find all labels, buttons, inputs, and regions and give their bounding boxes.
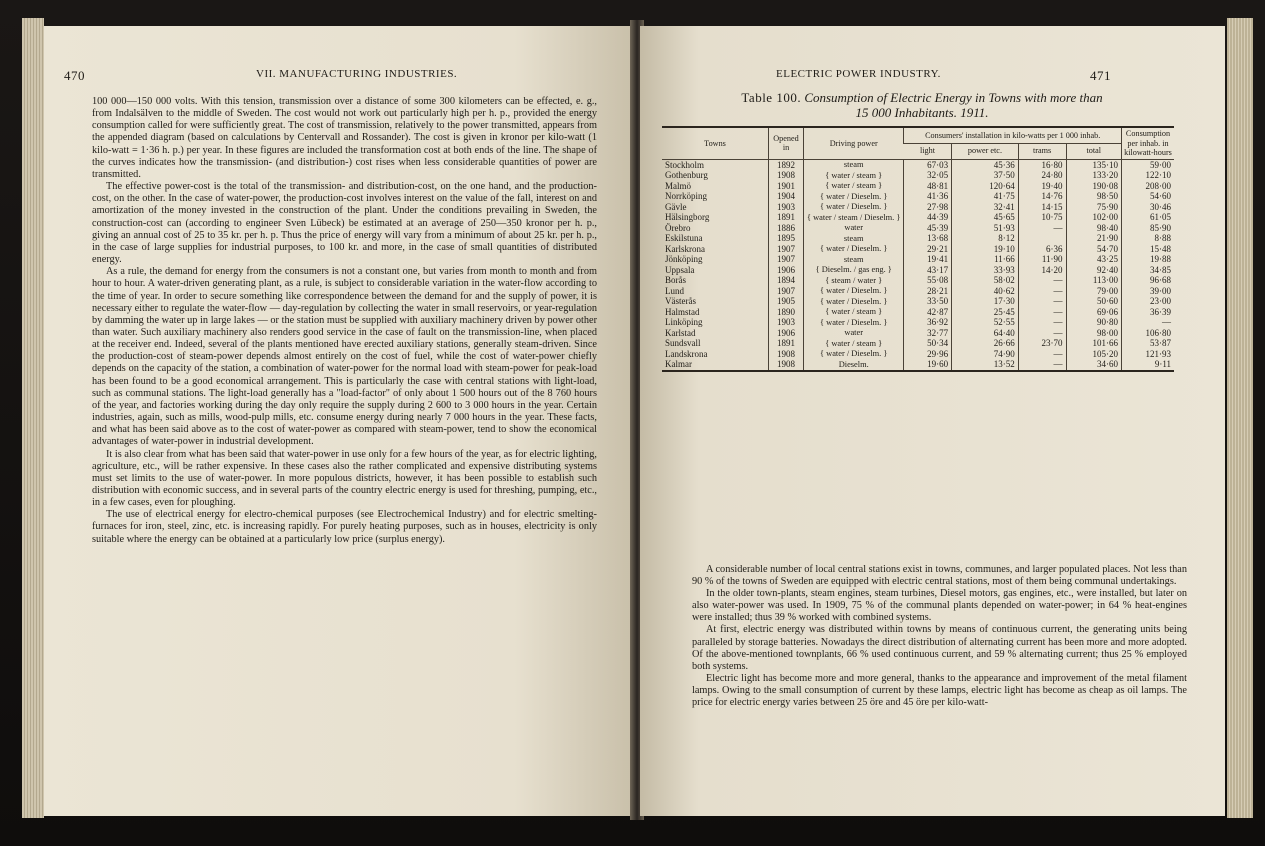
light-cell: 13·68	[904, 233, 952, 244]
table-row	[662, 244, 1174, 255]
paragraph: The use of electrical energy for electro-chemical purposes (see Electrochemical Industry) and for electric smelting-furnaces for iron, steel, zinc, etc. is increasing rapidly. For purely heating purposes, such as in houses, electricity is only suitable where the energy can be obtained at a particularly low price (surplus energy).	[92, 509, 597, 545]
light-cell: 28·21	[904, 286, 952, 297]
header-total: total	[1066, 143, 1122, 159]
table-row	[662, 275, 1174, 286]
consumption-cell: 36·39	[1122, 307, 1175, 318]
consumption-cell: 208·00	[1122, 181, 1175, 192]
light-cell: 67·03	[904, 159, 952, 170]
page-edges-right	[1227, 18, 1253, 818]
driving-power-cell: Dieselm.	[804, 359, 904, 371]
total-cell: 98·00	[1066, 328, 1122, 339]
power-etc-cell: 32·41	[952, 202, 1019, 213]
light-cell: 41·36	[904, 191, 952, 202]
header-opened: Opened in	[769, 127, 804, 159]
total-cell: 113·00	[1066, 275, 1122, 286]
total-cell: 90·80	[1066, 317, 1122, 328]
opened-cell: 1886	[769, 223, 804, 234]
table-title-line1: Consumption of Electric Energy in Towns with more than	[804, 90, 1103, 105]
paragraph: It is also clear from what has been said that water-power in use only for a few hours of the year, as for electric lighting, agriculture, etc., will be rather expensive. In these cases also the rather complicated and expensive distributing systems must set limits to the use of water-power. In more populous districts, however, it has been possible to establish such distribution with economic success, and in several parts of the country electric energy is used for threshing, pumping, etc., in a few cases, even for ploughing.	[92, 448, 597, 509]
paragraph: As a rule, the demand for energy from the consumers is not a constant one, but varies from month to month and from hour to hour. A water-driven generating plant, as a rule, is subject to considerable variation in the water-flow according to the time of year. In order to secure something like correspondence between the demand for and the supply of power, it is necessary either to regulate the water-flow — day-regulation by collecting the water in small reservoirs, or year-regulation by damming the water up in large lakes — or the station must be supplied with auxiliary machinery driven by power other than water. Such auxiliary machinery also renders good service in the case of fault on the transmission-line, when placed at the receiver end. Indeed, several of the plants mentioned have erected auxiliary stations, generally steam-driven. Since the production-cost of steam-power depends almost entirely on the cost of fuel, while the cost of water-power chiefly depends on the capacity of the station, a combination of water-power for the normal load with steam-power for peak-load has been found to be a good economical arrangement. This is particularly the case with central stations with light-load, such as communal stations. The light-load generally has a "load-factor" of only about 1 500 hours out of the 8 760 hours of the year, and factories working during the day only require the supply during 2 600 to 3 000 hours in the year. Certain industries, again, such as mills, wood-pulp mills, etc. consume energy during nearly 7 000 hours in the year. These facts, and what has been said above as to the cost of water-power as compared with steam-power, tend to show the economical advantages of water-power in industrial development.	[92, 266, 597, 448]
opened-cell: 1906	[769, 265, 804, 276]
table-row	[662, 286, 1174, 297]
power-etc-cell: 41·75	[952, 191, 1019, 202]
page-edges-left	[22, 18, 44, 818]
opened-cell: 1907	[769, 254, 804, 265]
power-etc-cell: 120·64	[952, 181, 1019, 192]
table-row	[662, 317, 1174, 328]
driving-power-cell: { water / Dieselm. }	[804, 296, 904, 307]
table-row	[662, 296, 1174, 307]
consumption-cell: 19·88	[1122, 254, 1175, 265]
power-etc-cell: 19·10	[952, 244, 1019, 255]
driving-power-cell: { water / steam }	[804, 170, 904, 181]
consumption-cell: 15·48	[1122, 244, 1175, 255]
town-cell: Linköping	[665, 317, 703, 327]
light-cell: 55·08	[904, 275, 952, 286]
opened-cell: 1903	[769, 317, 804, 328]
opened-cell: 1903	[769, 202, 804, 213]
trams-cell: —	[1018, 296, 1066, 307]
total-cell: 98·40	[1066, 223, 1122, 234]
power-etc-cell: 45·36	[952, 159, 1019, 170]
table-row	[662, 307, 1174, 318]
town-cell: Halmstad	[665, 306, 700, 317]
table-caption	[662, 90, 1182, 120]
paragraph: At first, electric energy was distributed within towns by means of continuous current, the generating units being paralleled by storage batteries. Nowadays the direct distribution of alternating current has been more and more adopted. Of the above-mentioned townplants, 66 % used continuous current, and 59 % alternating current; thus 25 % employed both systems.	[692, 624, 1187, 672]
trams-cell: 16·80	[1018, 159, 1066, 170]
table-row	[662, 202, 1174, 213]
paragraph: 100 000—150 000 volts. With this tension, transmission over a distance of some 300 kilometers can be effected, e. g., from Indalsälven to the middle of Sweden. The cost would not work out particularly high per h. p., provided the energy consumption called for were sufficiently great. The cost of transmission, relatively to the power transmitted, appears from the appended diagram (based on calculations by Centervall and Rossander). The cost is given in kronor per kilo-watt (1 kilo-watt = 1·36 h. p.) per year. In these figures are included the transformation cost at both ends of the line. The shape of the curves indicates how the transmission- (and distribution-) cost rises when less considerable quantities of power are transmitted.	[92, 96, 597, 180]
opened-cell: 1906	[769, 328, 804, 339]
consumption-table	[662, 126, 1174, 372]
total-cell: 105·20	[1066, 349, 1122, 360]
light-cell: 32·77	[904, 328, 952, 339]
consumption-cell: 30·46	[1122, 202, 1175, 213]
power-etc-cell: 8·12	[952, 233, 1019, 244]
driving-power-cell: { water / Dieselm. }	[804, 202, 904, 213]
driving-power-cell: steam	[804, 254, 904, 265]
consumption-cell: 54·60	[1122, 191, 1175, 202]
header-consumption: Consumption per inhab. in kilowatt-hours	[1122, 127, 1175, 159]
power-etc-cell: 74·90	[952, 349, 1019, 360]
paragraph: In the older town-plants, steam engines, steam turbines, Diesel motors, gas engines, etc., were installed, but later on also water-power was used. In 1909, 75 % of the communal plants depended on water-power; in 64 % heat-engines were installed; thus 39 % worked with combined systems.	[692, 588, 1187, 624]
power-etc-cell: 25·45	[952, 307, 1019, 318]
table-row	[662, 223, 1174, 234]
left-page	[44, 26, 632, 816]
driving-power-cell: { steam / water }	[804, 275, 904, 286]
driving-power-cell: steam	[804, 159, 904, 170]
consumption-cell: 23·00	[1122, 296, 1175, 307]
total-cell: 190·08	[1066, 181, 1122, 192]
total-cell: 98·50	[1066, 191, 1122, 202]
driving-power-cell: water	[804, 328, 904, 339]
total-cell: 69·06	[1066, 307, 1122, 318]
opened-cell: 1895	[769, 233, 804, 244]
driving-power-cell: { water / Dieselm. }	[804, 317, 904, 328]
opened-cell: 1890	[769, 307, 804, 318]
header-power-etc: power etc.	[952, 143, 1019, 159]
opened-cell: 1892	[769, 159, 804, 170]
town-cell: Karlskrona	[665, 243, 705, 254]
header-installation-group: Consumers' installation in kilo-watts per 1 000 inhab.	[904, 127, 1122, 143]
consumption-cell: 59·00	[1122, 159, 1175, 170]
left-body-text	[92, 96, 597, 546]
opened-cell: 1905	[769, 296, 804, 307]
table-row	[662, 170, 1174, 181]
total-cell: 50·60	[1066, 296, 1122, 307]
town-cell: Sundsvall	[665, 338, 701, 348]
town-cell: Malmö	[665, 180, 691, 191]
paragraph: A considerable number of local central stations exist in towns, communes, and larger populated places. Not less than 90 % of the towns of Sweden are equipped with electric central stations, most of them being communal undertakings.	[692, 564, 1187, 588]
power-etc-cell: 17·30	[952, 296, 1019, 307]
header-trams: trams	[1018, 143, 1066, 159]
driving-power-cell: { water / Dieselm. }	[804, 286, 904, 297]
power-etc-cell: 51·93	[952, 223, 1019, 234]
power-etc-cell: 26·66	[952, 338, 1019, 349]
consumption-cell: 106·80	[1122, 328, 1175, 339]
driving-power-cell: { water / steam }	[804, 181, 904, 192]
town-cell: Uppsala	[665, 264, 695, 275]
consumption-cell: —	[1122, 317, 1175, 328]
power-etc-cell: 58·02	[952, 275, 1019, 286]
table-row	[662, 191, 1174, 202]
left-running-title: VII. MANUFACTURING INDUSTRIES.	[256, 68, 458, 80]
trams-cell: 14·15	[1018, 202, 1066, 213]
town-cell: Landskrona	[665, 348, 708, 359]
town-cell: Gothenburg	[665, 170, 708, 180]
power-etc-cell: 11·66	[952, 254, 1019, 265]
consumption-cell: 96·68	[1122, 275, 1175, 286]
opened-cell: 1904	[769, 191, 804, 202]
table-row	[662, 181, 1174, 192]
light-cell: 19·60	[904, 359, 952, 371]
total-cell: 102·00	[1066, 212, 1122, 223]
right-page-number: 471	[1090, 68, 1111, 83]
power-etc-cell: 13·52	[952, 359, 1019, 371]
light-cell: 48·81	[904, 181, 952, 192]
consumption-cell: 122·10	[1122, 170, 1175, 181]
light-cell: 42·87	[904, 307, 952, 318]
light-cell: 50·34	[904, 338, 952, 349]
header-driving-power: Driving power	[804, 127, 904, 159]
opened-cell: 1907	[769, 244, 804, 255]
consumption-cell: 39·00	[1122, 286, 1175, 297]
table-row	[662, 359, 1174, 371]
total-cell: 75·90	[1066, 202, 1122, 213]
consumption-cell: 8·88	[1122, 233, 1175, 244]
table-row	[662, 212, 1174, 223]
trams-cell: —	[1018, 328, 1066, 339]
consumption-cell: 121·93	[1122, 349, 1175, 360]
header-light: light	[904, 143, 952, 159]
power-etc-cell: 45·65	[952, 212, 1019, 223]
trams-cell: 6·36	[1018, 244, 1066, 255]
paragraph: The effective power-cost is the total of the transmission- and distribution-cost, on the one hand, and the production-cost, on the other. In the case of water-power, the production-cost involves interest on the value of the fall, interest on and amortization of the money invested in the construction of the plant. Under the conditions prevailing in Sweden, the construction-cost can (according to engineer Sven Lübeck) be estimated at an average of 250—350 kronor per h. p., giving an annual cost of 25 to 35 kr. per h. p. Thus the price of energy will vary from a minimum of about 25 kr. per h. p., in the case of large supplies for industrial purposes, to 100 kr. and more, in the case of small quantities of distributed energy.	[92, 181, 597, 266]
driving-power-cell: water	[804, 223, 904, 234]
consumption-cell: 53·87	[1122, 338, 1175, 349]
light-cell: 32·05	[904, 170, 952, 181]
total-cell: 92·40	[1066, 265, 1122, 276]
table-row	[662, 254, 1174, 265]
trams-cell: 23·70	[1018, 338, 1066, 349]
driving-power-cell: { Dieselm. / gas eng. }	[804, 265, 904, 276]
opened-cell: 1907	[769, 286, 804, 297]
light-cell: 19·41	[904, 254, 952, 265]
opened-cell: 1891	[769, 338, 804, 349]
light-cell: 45·39	[904, 223, 952, 234]
town-cell: Karlstad	[665, 327, 696, 338]
town-cell: Jönköping	[665, 254, 703, 264]
trams-cell: 14·76	[1018, 191, 1066, 202]
light-cell: 27·98	[904, 202, 952, 213]
total-cell: 135·10	[1066, 159, 1122, 170]
consumption-cell: 9·11	[1122, 359, 1175, 371]
trams-cell: 11·90	[1018, 254, 1066, 265]
trams-cell: 19·40	[1018, 181, 1066, 192]
right-body-text	[692, 564, 1187, 709]
trams-cell: —	[1018, 286, 1066, 297]
power-etc-cell: 64·40	[952, 328, 1019, 339]
right-running-title: ELECTRIC POWER INDUSTRY.	[776, 68, 941, 80]
trams-cell: —	[1018, 223, 1066, 234]
total-cell: 133·20	[1066, 170, 1122, 181]
town-cell: Gävle	[665, 201, 687, 212]
driving-power-cell: { water / steam }	[804, 338, 904, 349]
power-etc-cell: 52·55	[952, 317, 1019, 328]
town-cell: Kalmar	[662, 359, 769, 371]
town-cell: Stockholm	[665, 159, 705, 170]
trams-cell: 10·75	[1018, 212, 1066, 223]
power-etc-cell: 33·93	[952, 265, 1019, 276]
opened-cell: 1901	[769, 181, 804, 192]
driving-power-cell: { water / steam / Dieselm. }	[804, 212, 904, 223]
table-row	[662, 265, 1174, 276]
trams-cell	[1018, 233, 1066, 244]
trams-cell: —	[1018, 317, 1066, 328]
town-cell: Borås	[665, 275, 686, 285]
total-cell: 34·60	[1066, 359, 1122, 371]
driving-power-cell: { water / Dieselm. }	[804, 349, 904, 360]
left-page-number: 470	[64, 68, 85, 83]
table-row	[662, 349, 1174, 360]
trams-cell: —	[1018, 359, 1066, 371]
table-row	[662, 233, 1174, 244]
trams-cell: —	[1018, 307, 1066, 318]
total-cell: 21·90	[1066, 233, 1122, 244]
table-title-line2: 15 000 Inhabitants. 1911.	[855, 105, 989, 120]
town-cell: Västerås	[665, 296, 696, 306]
total-cell: 79·00	[1066, 286, 1122, 297]
town-cell: Eskilstuna	[665, 233, 703, 243]
opened-cell: 1891	[769, 212, 804, 223]
header-towns: Towns	[662, 127, 769, 159]
light-cell: 44·39	[904, 212, 952, 223]
light-cell: 43·17	[904, 265, 952, 276]
light-cell: 29·21	[904, 244, 952, 255]
table-body	[662, 159, 1174, 371]
light-cell: 29·96	[904, 349, 952, 360]
town-cell: Norrköping	[665, 191, 707, 201]
total-cell: 101·66	[1066, 338, 1122, 349]
right-page	[640, 26, 1225, 816]
total-cell: 43·25	[1066, 254, 1122, 265]
driving-power-cell: steam	[804, 233, 904, 244]
town-cell: Örebro	[665, 222, 691, 233]
total-cell: 54·70	[1066, 244, 1122, 255]
opened-cell: 1908	[769, 170, 804, 181]
opened-cell: 1908	[769, 349, 804, 360]
consumption-cell: 34·85	[1122, 265, 1175, 276]
table-row	[662, 159, 1174, 170]
trams-cell: 24·80	[1018, 170, 1066, 181]
town-cell: Lund	[665, 285, 684, 296]
opened-cell: 1908	[769, 359, 804, 371]
driving-power-cell: { water / Dieselm. }	[804, 191, 904, 202]
trams-cell: —	[1018, 349, 1066, 360]
table-row	[662, 328, 1174, 339]
light-cell: 36·92	[904, 317, 952, 328]
paragraph: Electric light has become more and more general, thanks to the appearance and improvement of the metal filament lamps. Owing to the small consumption of current by these lamps, electric light has become as cheap as oil lamps. The price for electric energy varies between 25 öre and 45 öre per kilo-watt-	[692, 672, 1187, 709]
power-etc-cell: 37·50	[952, 170, 1019, 181]
trams-cell: 14·20	[1018, 265, 1066, 276]
driving-power-cell: { water / steam }	[804, 307, 904, 318]
trams-cell: —	[1018, 275, 1066, 286]
opened-cell: 1894	[769, 275, 804, 286]
consumption-cell: 85·90	[1122, 223, 1175, 234]
light-cell: 33·50	[904, 296, 952, 307]
table-row	[662, 338, 1174, 349]
table-label: Table 100.	[741, 90, 802, 105]
consumption-cell: 61·05	[1122, 212, 1175, 223]
driving-power-cell: { water / Dieselm. }	[804, 244, 904, 255]
town-cell: Hälsingborg	[665, 212, 710, 222]
power-etc-cell: 40·62	[952, 286, 1019, 297]
